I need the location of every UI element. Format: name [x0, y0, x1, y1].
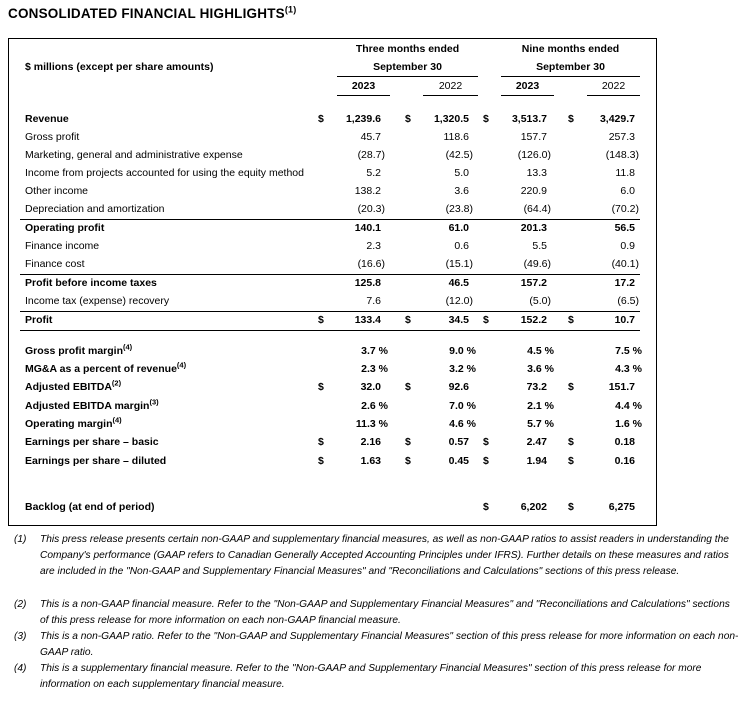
row-label-text: Income tax (expense) recovery: [25, 295, 170, 307]
row-label: [25, 277, 157, 289]
table-cell-value: 2.1 %: [527, 400, 554, 412]
row-label: [25, 397, 159, 412]
row-label: [25, 342, 133, 357]
table-cell-value: 3.6: [454, 185, 469, 197]
row-label: [25, 149, 243, 161]
table-cell-value: 0.18: [614, 436, 635, 448]
row-label-text: Earnings per share – basic: [25, 436, 159, 448]
table-cell-value: 61.0: [448, 222, 469, 234]
table-cell-value: 0.16: [614, 455, 635, 467]
table-cell-value: 157.7: [520, 131, 547, 143]
year-header: 2023: [515, 80, 540, 92]
table-cell-value: 3,429.7: [599, 113, 635, 125]
table-cell-value: 1.63: [360, 455, 381, 467]
table-cell-value: 2.3: [366, 240, 381, 252]
row-label: [25, 131, 79, 143]
table-cell-value: (12.0): [445, 295, 473, 307]
currency-symbol: $: [318, 113, 324, 125]
row-label-text: Finance cost: [25, 258, 85, 270]
currency-symbol: $: [405, 381, 411, 393]
row-label: [25, 455, 166, 467]
table-cell-value: 220.9: [520, 185, 547, 197]
row-label-text: Operating margin: [25, 418, 113, 430]
row-label: [25, 185, 88, 197]
row-label-text: Gross profit: [25, 131, 80, 143]
table-cell-value: (40.1): [611, 258, 639, 270]
currency-symbol: $: [318, 381, 324, 393]
table-cell-value: 11.3 %: [355, 418, 388, 430]
footnote-ref: (4): [123, 342, 133, 352]
table-cell-value: 17.2: [614, 277, 635, 289]
table-cell-value: 7.6: [366, 295, 381, 307]
table-cell-value: 0.6: [454, 240, 469, 252]
table-cell-value: 1,320.5: [433, 113, 469, 125]
currency-symbol: $: [568, 501, 574, 513]
table-cell-value: (23.8): [445, 203, 473, 215]
currency-symbol: $: [483, 113, 489, 125]
currency-symbol: $: [568, 455, 574, 467]
table-cell-value: 118.6: [443, 131, 469, 143]
table-cell-value: (15.1): [445, 258, 473, 270]
currency-symbol: $: [568, 381, 574, 393]
table-cell-value: (70.2): [611, 203, 639, 215]
footnote-number: (2): [14, 599, 27, 610]
table-cell-value: (49.6): [523, 258, 551, 270]
table-cell-value: 0.9: [620, 240, 635, 252]
row-label: [25, 222, 104, 234]
table-cell-value: 3.7 %: [361, 345, 388, 357]
table-cell-value: 140.1: [354, 222, 381, 234]
table-cell-value: (64.4): [523, 203, 551, 215]
divider: [587, 95, 640, 96]
table-cell-value: 2.16: [360, 436, 381, 448]
table-cell-value: 5.5: [532, 240, 547, 252]
divider: [337, 76, 478, 77]
table-cell-value: 92.6: [448, 381, 469, 393]
table-cell-value: (20.3): [357, 203, 385, 215]
row-label: [25, 113, 69, 125]
row-label-text: Profit: [25, 314, 53, 326]
row-label: [25, 360, 187, 375]
row-label-text: Operating profit: [25, 222, 105, 234]
table-cell-value: 257.3: [608, 131, 635, 143]
table-cell-value: 3,513.7: [511, 113, 547, 125]
row-label-text: Other income: [25, 185, 89, 197]
divider: [501, 76, 640, 77]
footnote-text: This is a non-GAAP financial measure. Refer to the "Non-GAAP and Supplementary Financial Measures" and "Reconciliations and Calculations" sections of this press release for more information on each non-GAAP financial measure.: [40, 599, 730, 626]
title-text: CONSOLIDATED FINANCIAL HIGHLIGHTS: [8, 6, 285, 21]
row-label: [25, 167, 304, 179]
table-cell-value: 56.5: [614, 222, 635, 234]
table-cell-value: 133.4: [354, 314, 381, 326]
row-label-text: Earnings per share – diluted: [25, 455, 167, 467]
table-cell-value: 0.57: [448, 436, 469, 448]
table-cell-value: 6,275: [608, 501, 635, 513]
table-cell-value: 5.2: [366, 167, 381, 179]
table-cell-value: (28.7): [357, 149, 385, 161]
table-cell-value: 201.3: [520, 222, 547, 234]
row-label-text: Finance income: [25, 240, 100, 252]
currency-symbol: $: [318, 314, 324, 326]
three-months-header: Three months ended: [355, 43, 460, 55]
table-cell-value: (6.5): [617, 295, 639, 307]
currency-symbol: $: [405, 314, 411, 326]
table-cell-value: 5.0: [454, 167, 469, 179]
currency-symbol: $: [483, 501, 489, 513]
footnote-number: (4): [14, 663, 27, 674]
table-cell-value: 157.2: [520, 277, 547, 289]
table-cell-value: 6.0: [620, 185, 635, 197]
row-label-text: Marketing, general and administrative expense: [25, 149, 243, 161]
year-header: 2022: [438, 80, 463, 92]
currency-symbol: $: [483, 455, 489, 467]
table-cell-value: 32.0: [360, 381, 381, 393]
table-cell-value: 7.5 %: [615, 345, 642, 357]
table-cell-value: 34.5: [448, 314, 469, 326]
table-cell-value: (42.5): [445, 149, 473, 161]
row-label: [25, 295, 169, 307]
currency-symbol: $: [318, 436, 324, 448]
nine-months-header: Nine months ended: [521, 43, 620, 55]
table-cell-value: 11.8: [615, 167, 635, 179]
row-label: [25, 378, 122, 393]
currency-symbol: $: [568, 113, 574, 125]
table-cell-value: 6,202: [520, 501, 547, 513]
title-footnote-ref: (1): [284, 4, 297, 15]
row-label: [25, 314, 52, 326]
table-cell-value: 45.7: [360, 131, 381, 143]
table-cell-value: 5.7 %: [527, 418, 554, 430]
currency-symbol: $: [568, 436, 574, 448]
table-cell-value: 7.0 %: [449, 400, 476, 412]
table-cell-value: 4.4 %: [615, 400, 642, 412]
currency-symbol: $: [405, 113, 411, 125]
currency-symbol: $: [405, 455, 411, 467]
row-label: [25, 501, 155, 513]
page-title: [8, 6, 296, 21]
table-cell-value: 152.2: [520, 314, 547, 326]
table-cell-value: (126.0): [517, 149, 551, 161]
divider: [20, 311, 640, 312]
row-label-text: Income from projects accounted for using the equity method: [25, 167, 304, 179]
row-label: [25, 240, 99, 252]
divider: [501, 95, 554, 96]
nine-months-date: September 30: [536, 61, 605, 73]
row-label: [25, 203, 165, 215]
footnote-ref: (3): [149, 397, 159, 407]
table-cell-value: 4.3 %: [615, 363, 642, 375]
table-cell-value: 10.7: [614, 314, 635, 326]
table-cell-value: (148.3): [605, 149, 639, 161]
year-header: 2022: [601, 80, 626, 92]
divider: [423, 95, 478, 96]
table-cell-value: 4.5 %: [527, 345, 554, 357]
row-label-text: Backlog (at end of period): [25, 501, 155, 513]
table-cell-value: 4.6 %: [449, 418, 476, 430]
currency-symbol: $: [483, 314, 489, 326]
row-label-text: Revenue: [25, 113, 69, 125]
year-header: 2023: [351, 80, 376, 92]
row-label-text: Gross profit margin: [25, 345, 124, 357]
row-label: [25, 415, 122, 430]
row-label-text: MG&A as a percent of revenue: [25, 363, 177, 375]
table-cell-value: 2.3 %: [361, 363, 388, 375]
footnote-text: This is a non-GAAP ratio. Refer to the "Non-GAAP and Supplementary Financial Measures" section of this press release for more information on each non-GAAP ratio.: [40, 631, 738, 658]
table-cell-value: 3.2 %: [449, 363, 476, 375]
table-cell-value: 46.5: [448, 277, 469, 289]
currency-symbol: $: [568, 314, 574, 326]
footnote-ref: (4): [176, 360, 187, 370]
three-months-date: September 30: [373, 61, 442, 73]
table-cell-value: 125.8: [354, 277, 381, 289]
table-cell-value: 2.6 %: [361, 400, 388, 412]
table-cell-value: 2.47: [526, 436, 547, 448]
divider: [20, 274, 640, 275]
footnote-text: This is a supplementary financial measure. Refer to the "Non-GAAP and Supplementary Financial Measures" section of this press release for more information on each supplementary financial measure.: [40, 663, 702, 690]
currency-symbol: $: [483, 436, 489, 448]
row-label-text: Adjusted EBITDA margin: [25, 400, 150, 412]
divider: [20, 219, 640, 220]
currency-symbol: $: [318, 455, 324, 467]
footnote-ref: (4): [112, 415, 122, 425]
table-cell-value: 1,239.6: [345, 113, 381, 125]
footnote-number: (3): [14, 631, 27, 642]
row-label-text: Adjusted EBITDA: [25, 381, 112, 393]
table-cell-value: 151.7: [608, 381, 635, 393]
divider: [20, 330, 640, 331]
divider: [337, 95, 390, 96]
table-cell-value: 9.0 %: [449, 345, 476, 357]
table-cell-value: 73.2: [526, 381, 547, 393]
row-label-text: Profit before income taxes: [25, 277, 157, 289]
table-cell-value: 138.2: [354, 185, 381, 197]
table-cell-value: (5.0): [529, 295, 551, 307]
units-label: $ millions (except per share amounts): [25, 61, 214, 73]
footnote-text: This press release presents certain non-GAAP and supplementary financial measures, as well as non-GAAP ratios to assist readers in understanding the Company's performance (GAAP refers to Canadian Generally Accepted Accounting Principles under IFRS). Further details on these measures and ratios are included in the "Non-GAAP and Supplementary Financial Measures" and "Reconciliations and Calculations" sections of this press release.: [40, 534, 729, 577]
row-label: [25, 436, 159, 448]
footnote-number: (1): [14, 534, 27, 545]
table-cell-value: 13.3: [526, 167, 547, 179]
table-cell-value: 3.6 %: [527, 363, 554, 375]
row-label-text: Depreciation and amortization: [25, 203, 165, 215]
table-cell-value: 1.6 %: [615, 418, 642, 430]
table-cell-value: 0.45: [448, 455, 469, 467]
table-cell-value: (16.6): [357, 258, 385, 270]
currency-symbol: $: [405, 436, 411, 448]
footnote-ref: (2): [111, 378, 122, 388]
table-cell-value: 1.94: [526, 455, 547, 467]
row-label: [25, 258, 85, 270]
